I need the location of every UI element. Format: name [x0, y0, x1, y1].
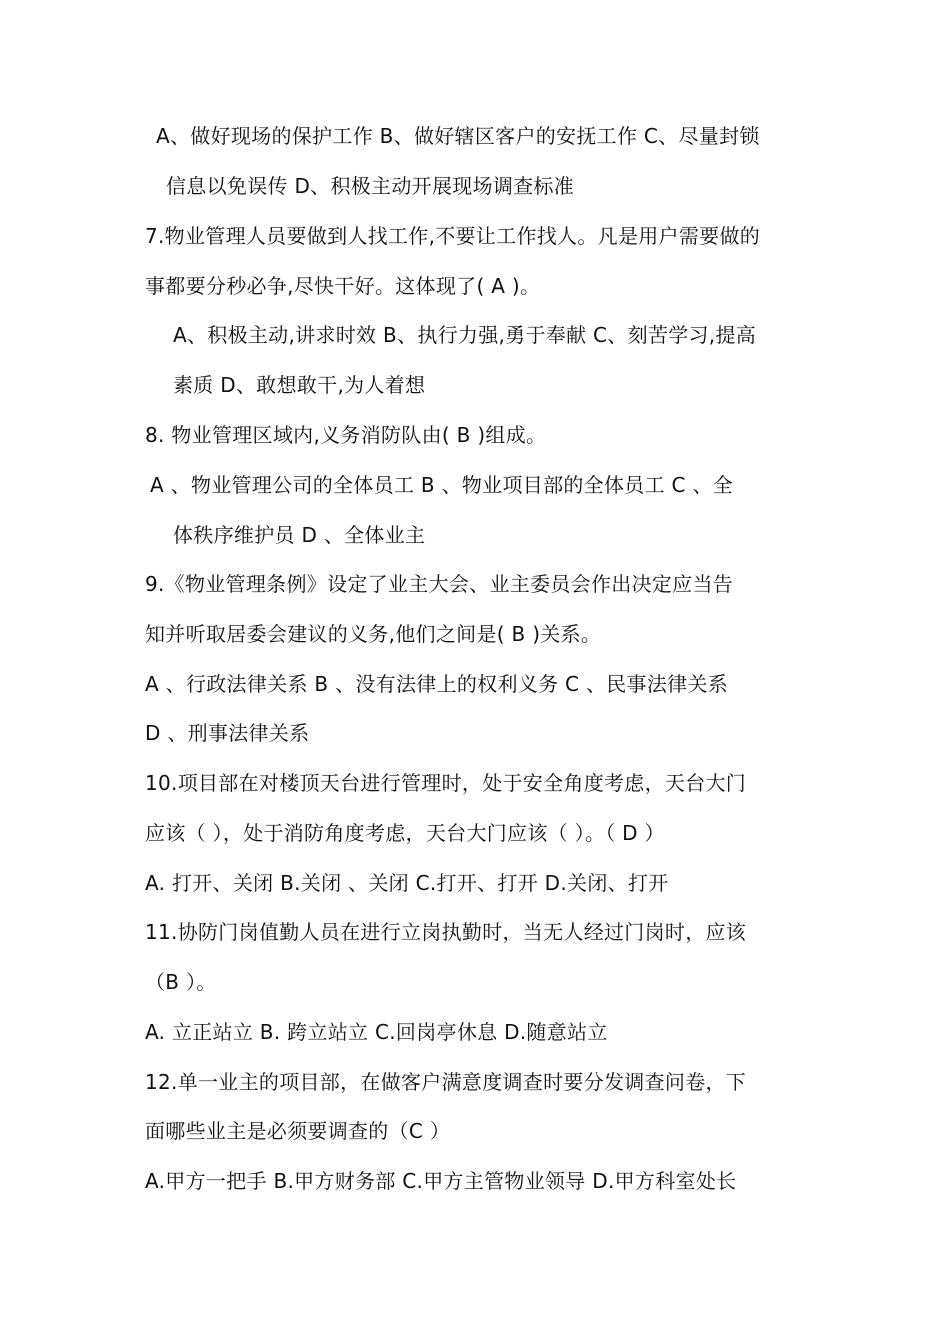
q10-question-line-2: 应该（ ），处于消防角度考虑，天台大门应该（ ）。（ D ）: [145, 821, 665, 845]
q7-question-line-1: 7.物业管理人员要做到人找工作,不要让工作找人。凡是用户需要做的: [145, 224, 761, 248]
q9-options-line-1: A 、行政法律关系 B 、没有法律上的权利义务 C 、民事法律关系: [145, 672, 729, 696]
q8-options-line-1: A 、物业管理公司的全体员工 B 、物业项目部的全体员工 C 、全: [150, 473, 734, 497]
q9-question-line-1: 9.《物业管理条例》设定了业主大会、业主委员会作出决定应当告: [145, 572, 734, 596]
q8-question: 8. 物业管理区域内,义务消防队由( B )组成。: [145, 423, 547, 447]
q6-options-line-1: A、做好现场的保护工作 B、做好辖区客户的安抚工作 C、尽量封锁: [156, 124, 760, 148]
q9-question-line-2: 知并听取居委会建议的义务,他们之间是( B )关系。: [145, 622, 602, 646]
q6-options-line-2: 信息以免误传 D、积极主动开展现场调查标准: [166, 174, 575, 198]
q7-options-line-2: 素质 D、敢想敢干,为人着想: [173, 373, 426, 397]
q7-options-line-1: A、积极主动,讲求时效 B、执行力强,勇于奉献 C、刻苦学习,提高: [173, 323, 757, 347]
q7-question-line-2: 事都要分秒必争,尽快干好。这体现了( A )。: [145, 274, 541, 298]
q12-options: A.甲方一把手 B.甲方财务部 C.甲方主管物业领导 D.甲方科室处长: [145, 1169, 737, 1193]
q8-options-line-2: 体秩序维护员 D 、全体业主: [173, 523, 426, 547]
q10-options: A. 打开、关闭 B.关闭 、关闭 C.打开、打开 D.关闭、打开: [145, 871, 669, 895]
q9-options-line-2: D 、刑事法律关系: [145, 721, 310, 745]
q11-options: A. 立正站立 B. 跨立站立 C.回岗亭休息 D.随意站立: [145, 1020, 608, 1044]
q11-question-line-1: 11.协防门岗值勤人员在进行立岗执勤时，当无人经过门岗时，应该: [145, 920, 747, 944]
q12-question-line-1: 12.单一业主的项目部，在做客户满意度调查时要分发调查问卷，下: [145, 1070, 747, 1094]
q12-question-line-2: 面哪些业主是必须要调查的（C ）: [145, 1119, 451, 1143]
q10-question-line-1: 10.项目部在对楼顶天台进行管理时，处于安全角度考虑，天台大门: [145, 771, 747, 795]
q11-question-line-2: （B ）。: [145, 970, 217, 994]
